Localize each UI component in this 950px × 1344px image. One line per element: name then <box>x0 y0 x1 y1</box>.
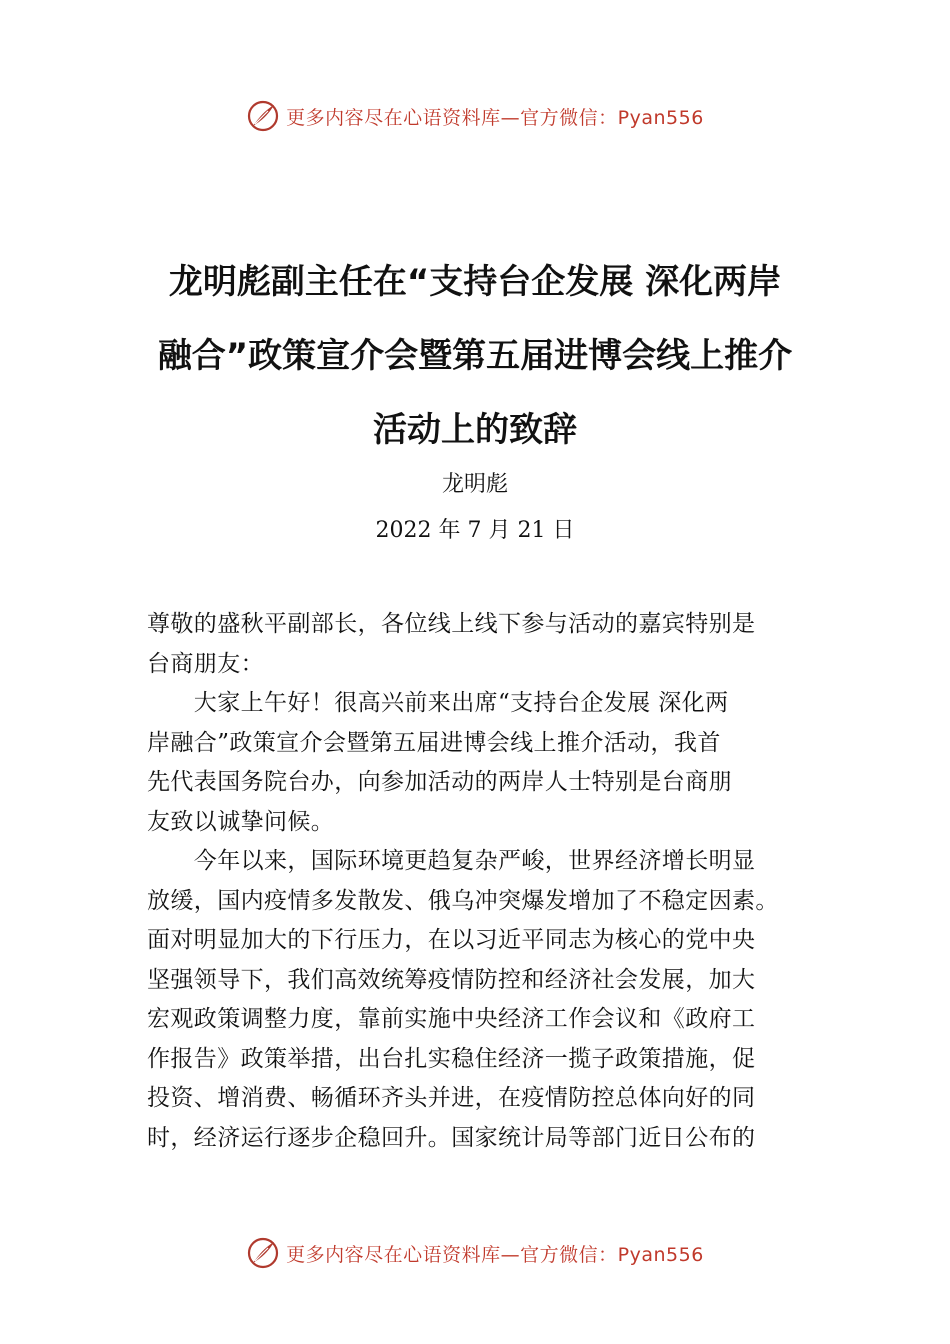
body-line: 投资、增消费、畅循环齐头并进，在疫情防控总体向好的同 <box>147 1085 756 1111</box>
banner-text: 更多内容尽在心语资料库—官方微信：Pyan556 <box>286 106 704 129</box>
banner-text: 更多内容尽在心语资料库—官方微信：Pyan556 <box>286 1243 704 1266</box>
footer-banner <box>0 1233 950 1273</box>
quill-logo-icon <box>246 1236 280 1270</box>
quill-logo-icon <box>246 99 280 133</box>
body-line: 宏观政策调整力度，靠前实施中央经济工作会议和《政府工 <box>147 1006 756 1032</box>
document-title <box>120 245 830 467</box>
title-line: 融合”政策宣介会暨第五届进博会线上推介 <box>157 336 793 376</box>
body-line: 岸融合”政策宣介会暨第五届进博会线上推介活动，我首 <box>147 729 721 756</box>
body-line: 时，经济运行逐步企稳回升。国家统计局等部门近日公布的 <box>147 1124 756 1151</box>
body-line: 大家上午好！很高兴前来出席“支持台企发展 深化两 <box>147 690 729 716</box>
title-line: 龙明彪副主任在“支持台企发展 深化两岸 <box>168 262 782 302</box>
body-text <box>147 605 807 1158</box>
body-line: 面对明显加大的下行压力，在以习近平同志为核心的党中央 <box>147 927 756 953</box>
body-line: 尊敬的盛秋平副部长，各位线上线下参与活动的嘉宾特别是 <box>147 611 756 637</box>
title-line: 活动上的致辞 <box>373 410 577 450</box>
body-line: 坚强领导下，我们高效统筹疫情防控和经济社会发展，加大 <box>147 966 756 993</box>
document-date: 2022 年 7 月 21 日 <box>375 518 575 543</box>
body-line: 放缓，国内疫情多发散发、俄乌冲突爆发增加了不稳定因素。 <box>147 887 779 914</box>
header-banner <box>0 96 950 136</box>
body-line: 作报告》政策举措，出台扎实稳住经济一揽子政策措施，促 <box>147 1045 756 1072</box>
body-line: 今年以来，国际环境更趋复杂严峻，世界经济增长明显 <box>147 848 756 874</box>
body-line: 台商朋友： <box>147 650 264 677</box>
author-name: 龙明彪 <box>441 472 508 497</box>
body-line: 先代表国务院台办，向参加活动的两岸人士特别是台商朋 <box>147 769 732 795</box>
body-line: 友致以诚挚问候。 <box>147 808 335 835</box>
